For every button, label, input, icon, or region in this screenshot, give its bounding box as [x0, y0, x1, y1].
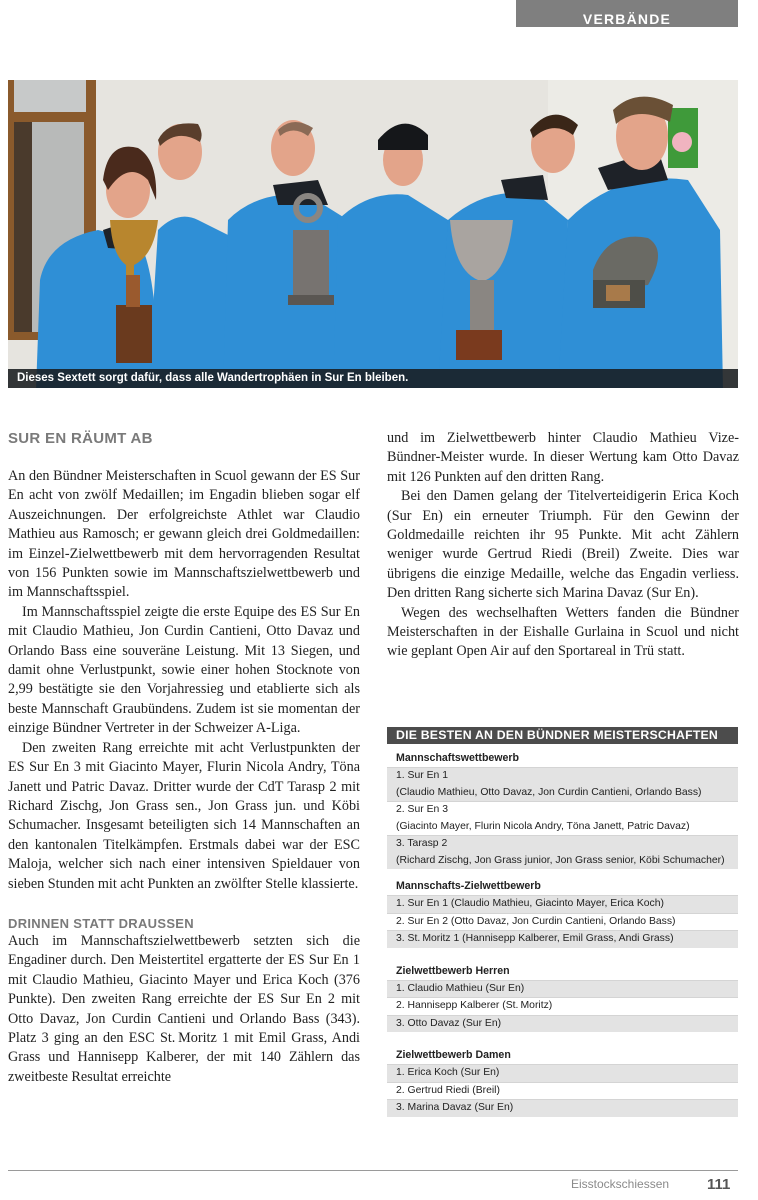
paragraph: Wegen des wechselhaften Wetters fanden die Bündner Meisterschaften in der Eishalle Gurlaina in Scuol und nicht wie geplant Open Air auf den Sportareal in Trü statt.: [387, 604, 739, 660]
article-right-column: [387, 429, 739, 662]
result-rank: 1. Sur En 1: [396, 770, 448, 781]
category-title: Zielwettbewerb Damen: [396, 1049, 511, 1061]
result-row: 2. Sur En 2 (Otto Davaz, Jon Curdin Cantieni, Orlando Bass): [387, 913, 738, 931]
article-headline: SUR EN RÄUMT AB: [8, 430, 153, 447]
result-row: 3. St. Moritz 1 (Hannisepp Kalberer, Emil Grass, Andi Grass): [387, 930, 738, 948]
result-members: (Claudio Mathieu, Otto Davaz, Jon Curdin Cantieni, Orlando Bass): [396, 786, 702, 798]
article-left-column: [8, 430, 360, 1087]
result-row: 2. Hannisepp Kalberer (St. Moritz): [387, 997, 738, 1015]
footer-divider: [8, 1170, 738, 1171]
result-rank: 2. Sur En 3: [396, 804, 448, 815]
result-row: 2. Gertrud Riedi (Breil): [387, 1082, 738, 1100]
paragraph: Den zweiten Rang erreichte mit acht Verlustpunkten der ES Sur En 3 mit Giacinto Mayer, Flurin Nicola Andry, Töna Janett und Patric Davaz. Dritter wurde der CdT Tarasp 2 mit Richard Zischg, Jon Grass sen., Jon Grass jun. und Köbi Schumacher. Insgesamt beteiligten sich 14 Mannschaften an den kantonalen Titelkämpfen. Erstmals dabei war der ESC Maloja, welcher sich nach einer intensiven Spieldauer von sieben Stunden mit acht Punkten an zwölfter Stelle klassierte.: [8, 739, 360, 892]
result-row: 1. Sur En 1 (Claudio Mathieu, Giacinto Mayer, Erica Koch): [387, 895, 738, 913]
paragraph: An den Bündner Meisterschaften in Scuol gewann der ES Sur En acht von zwölf Medaillen; im Engadin blieben sogar elf Auszeichnungen. Der erfolgreichste Athlet war Claudio Mathieu aus Ramosch; er gewann gleich drei Goldmedaillen: im Einzel-Zielwettbewerb mit dem hervorragenden Resultat von 156 Punkten sowie im Mannschaftszielwettbewerb und im Mannschaftsspiel.: [8, 468, 360, 601]
photo-caption: Dieses Sextett sorgt dafür, dass alle Wandertrophäen in Sur En bleiben.: [8, 369, 738, 388]
category-title: Mannschafts-Zielwettbewerb: [396, 880, 541, 892]
result-row: [387, 835, 738, 869]
category-title: Mannschaftswettbewerb: [396, 752, 520, 764]
article-subheading: DRINNEN STATT DRAUSSEN: [8, 915, 194, 931]
result-rank: 3. Tarasp 2: [396, 838, 448, 849]
result-row: 3. Marina Davaz (Sur En): [387, 1099, 738, 1117]
result-row: 3. Otto Davaz (Sur En): [387, 1015, 738, 1033]
category-title: Zielwettbewerb Herren: [396, 964, 510, 977]
paragraph: Bei den Damen gelang der Titelverteidigerin Erica Koch (Sur En) ein erneuter Triumph. Für den Gewinn der Goldmedaille reichten ihr 95 Punkte. Mit acht Zählern weniger wurde Gertrud Riedi (Breil) Zweite. Dies war übrigens die einzige Medaille, welche das Engadin verliess. Den dritten Rang sicherte sich Marina Davaz (Sur En).: [387, 488, 739, 602]
page-number: 111: [707, 1176, 731, 1193]
result-members: (Richard Zischg, Jon Grass junior, Jon Grass senior, Köbi Schumacher): [396, 854, 725, 866]
team-photo: [8, 80, 738, 388]
footer-section-label: Eisstockschiessen: [571, 1177, 670, 1191]
result-row: 1. Erica Koch (Sur En): [387, 1064, 738, 1082]
section-tab: [516, 0, 738, 27]
result-members: (Giacinto Mayer, Flurin Nicola Andry, Töna Janett, Patric Davaz): [396, 820, 690, 832]
results-box: [387, 727, 738, 1117]
paragraph: und im Zielwettbewerb hinter Claudio Mathieu Vize-Bündner-Meister wurde. In dieser Wertung kam Otto Davaz mit 126 Punkten auf den dritten Rang.: [387, 430, 739, 485]
results-title: DIE BESTEN AN DEN BÜNDNER MEISTERSCHAFTEN: [387, 727, 738, 744]
paragraph: Im Mannschaftsspiel zeigte die erste Equipe des ES Sur En mit Claudio Mathieu, Jon Curdin Cantieni, Otto Davaz und Orlando Bass eine souveräne Leistung. Mit 13 Siegen, und damit ohne Verlustpunkt, sowie einer hohen Stocknote von 2,99 bestätigte sie den Vorjahressieg und etablierte sich als beste Mannschaft Graubündens. Zudem ist sie momentan der einzige Bündner Vertreter in der Schweizer A-Liga.: [8, 603, 360, 737]
paragraph: Auch im Mannschaftszielwettbewerb setzten sich die Engadiner durch. Den Meistertitel ergatterte der ES Sur En 1 mit Claudio Mathieu, Giacinto Mayer und Erica Koch (376 Punkte). Den zweiten Rang erreichte der ES Sur En 2 mit Otto Davaz, Jon Curdin Cantieni und Orlando Bass (343). Platz 3 ging an den ESC St. Moritz 1 mit Emil Grass, Andi Grass und Hannisepp Kalberer, der mit 140 Zählern das zweitbeste Resultat erreichte: [8, 932, 360, 1085]
result-row: [387, 801, 738, 835]
result-row: [387, 767, 738, 801]
section-label: VERBÄNDE: [582, 11, 672, 27]
photo-illustration: [8, 80, 738, 388]
result-row: 1. Claudio Mathieu (Sur En): [387, 980, 738, 998]
